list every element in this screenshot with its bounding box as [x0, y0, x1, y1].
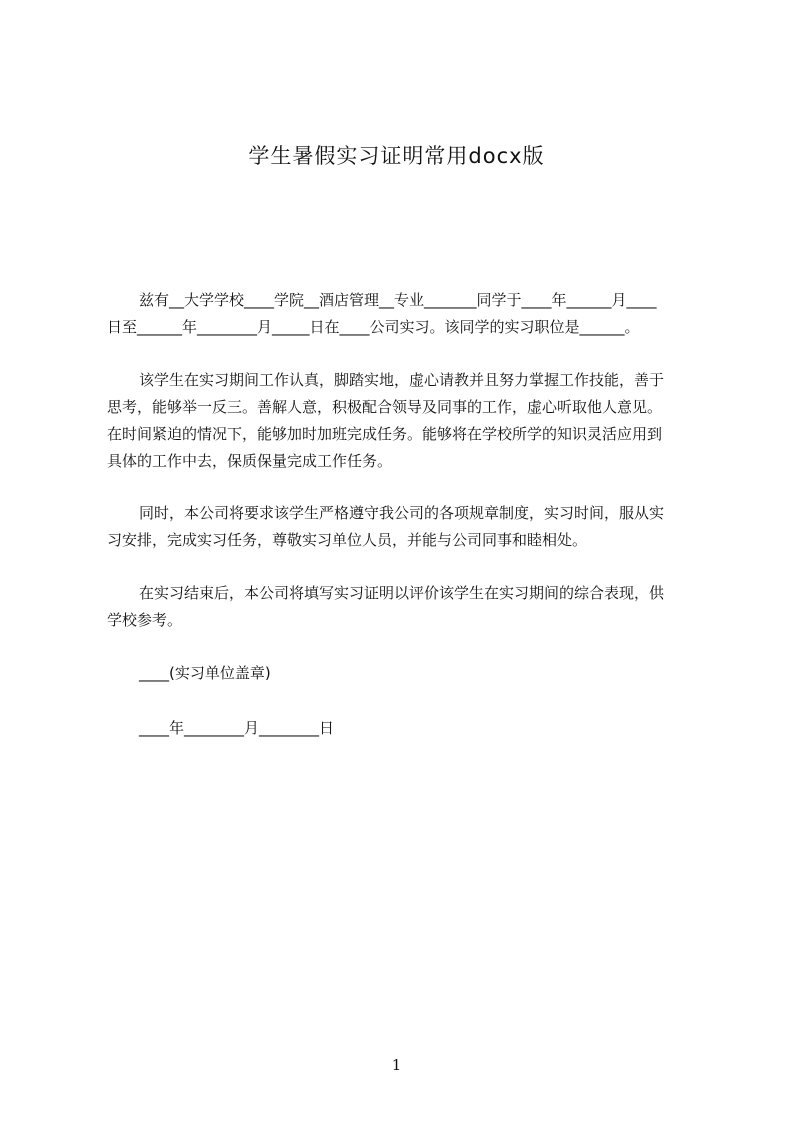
paragraph-line: 具体的工作中去，保质保量完成工作任务。 [107, 452, 393, 470]
seal-section [107, 660, 699, 687]
paragraph-line: 在实习结束后，本公司将填写实习证明以评价该学生在实习期间的综合表现，供 [139, 584, 665, 602]
paragraph-performance [107, 367, 699, 475]
paragraph-rules [107, 500, 699, 554]
paragraph-evaluation [107, 580, 699, 634]
date-section [107, 715, 699, 742]
paragraph-line: 该学生在实习期间工作认真，脚踏实地，虚心请教并且努力掌握工作技能，善于 [139, 371, 665, 389]
page-title: 学生暑假实习证明常用docx版 [248, 144, 545, 168]
date-line: ____年________月________日 [139, 719, 335, 737]
paragraph-line: 习安排，完成实习任务，尊敬实习单位人员，并能与公司同事和睦相处。 [107, 531, 588, 549]
paragraph-line: 在时间紧迫的情况下，能够加时加班完成任务。能够将在学校所学的知识灵活应用到 [107, 425, 663, 443]
paragraph-line: 同时，本公司将要求该学生严格遵守我公司的各项规章制度，实习时间，服从实 [139, 504, 665, 522]
paragraph-line: 兹有__大学学校____学院__酒店管理__专业_______同学于____年______月____ [139, 291, 657, 309]
seal-line: ____(实习单位盖章) [139, 664, 271, 682]
paragraph-intern-info [107, 287, 699, 341]
paragraph-line: 思考，能够举一反三。善解人意，积极配合领导及同事的工作，虚心听取他人意见。 [107, 398, 663, 416]
paragraph-line: 日至______年________月_____日在____公司实习。该同学的实习职位是______。 [107, 318, 640, 336]
page-number: 1 [391, 1056, 402, 1074]
paragraph-line: 学校参考。 [107, 611, 183, 629]
